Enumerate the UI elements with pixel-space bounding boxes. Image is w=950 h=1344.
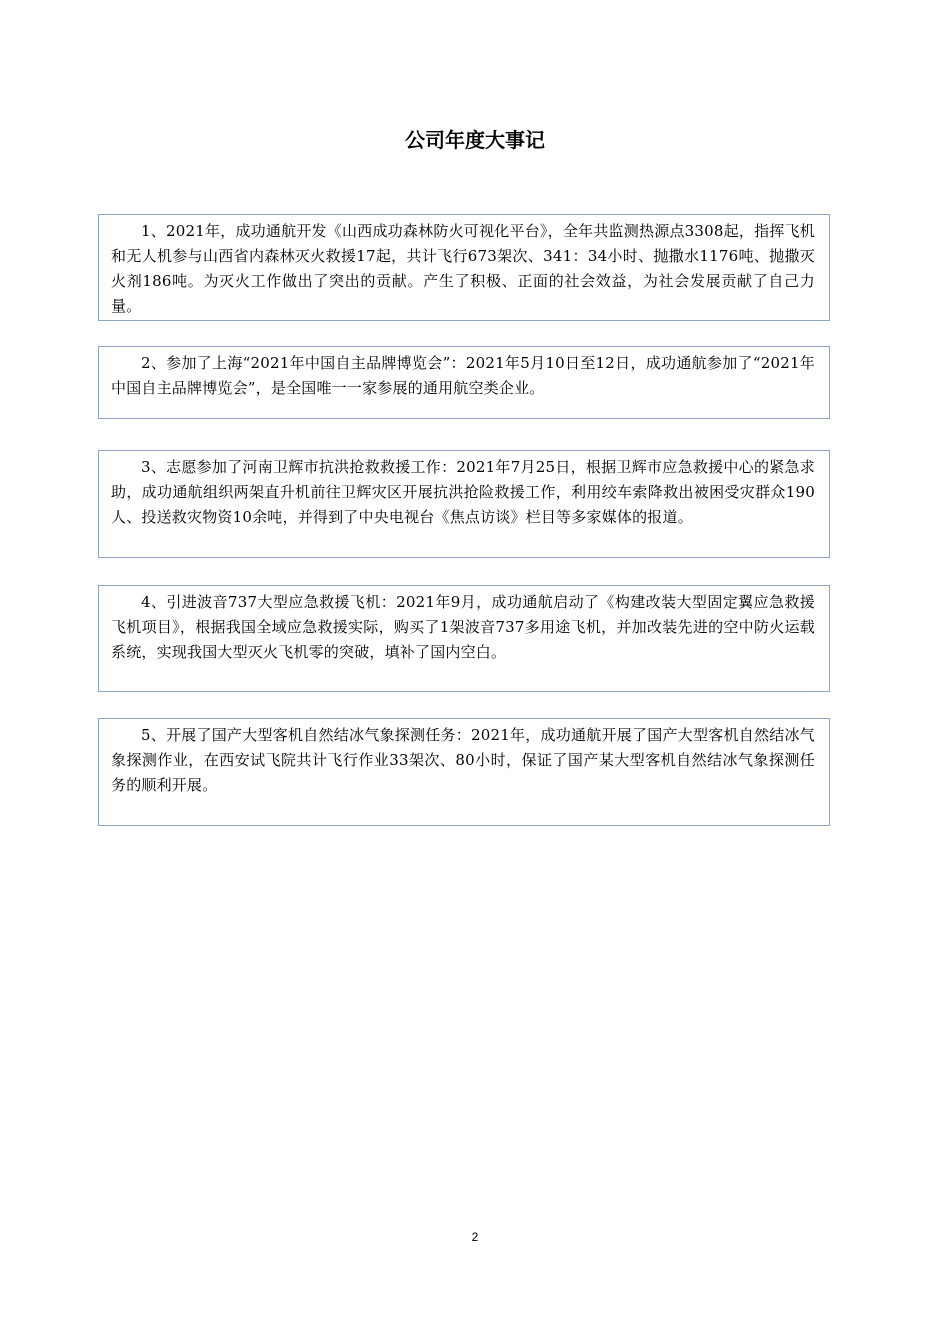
event-box-1 <box>98 214 830 321</box>
event-text: 3、志愿参加了河南卫辉市抗洪抢救救援工作：2021年7月25日，根据卫辉市应急救援中心的紧急求助，成功通航组织两架直升机前往卫辉灾区开展抗洪抢险救援工作，利用绞车索降救出被困受灾群众190人、投送救灾物资10余吨，并得到了中央电视台《焦点访谈》栏目等多家媒体的报道。 <box>111 458 815 526</box>
event-box-2 <box>98 346 830 419</box>
page-number: 2 <box>471 1230 479 1244</box>
event-box-5 <box>98 718 830 826</box>
page-title: 公司年度大事记 <box>405 128 545 152</box>
event-text: 1、2021年，成功通航开发《山西成功森林防火可视化平台》，全年共监测热源点3308起，指挥飞机和无人机参与山西省内森林灭火救援17起，共计飞行673架次、341：34小时、抛撒水1176吨、抛撒灭火剂186吨。为灭火工作做出了突出的贡献。产生了积极、正面的社会效益，为社会发展贡献了自己力量。 <box>111 222 815 315</box>
event-box-4 <box>98 585 830 692</box>
event-text: 2、参加了上海“2021年中国自主品牌博览会”：2021年5月10日至12日，成功通航参加了“2021年中国自主品牌博览会”，是全国唯一一家参展的通用航空类企业。 <box>111 354 815 397</box>
event-text: 4、引进波音737大型应急救援飞机：2021年9月，成功通航启动了《构建改装大型固定翼应急救援飞机项目》，根据我国全域应急救援实际，购买了1架波音737多用途飞机，并加改装先进的空中防火运载系统，实现我国大型灭火飞机零的突破，填补了国内空白。 <box>111 593 815 661</box>
event-box-3 <box>98 450 830 558</box>
event-text: 5、开展了国产大型客机自然结冰气象探测任务：2021年，成功通航开展了国产大型客机自然结冰气象探测作业，在西安试飞院共计飞行作业33架次、80小时，保证了国产某大型客机自然结冰气象探测任务的顺利开展。 <box>111 726 815 794</box>
